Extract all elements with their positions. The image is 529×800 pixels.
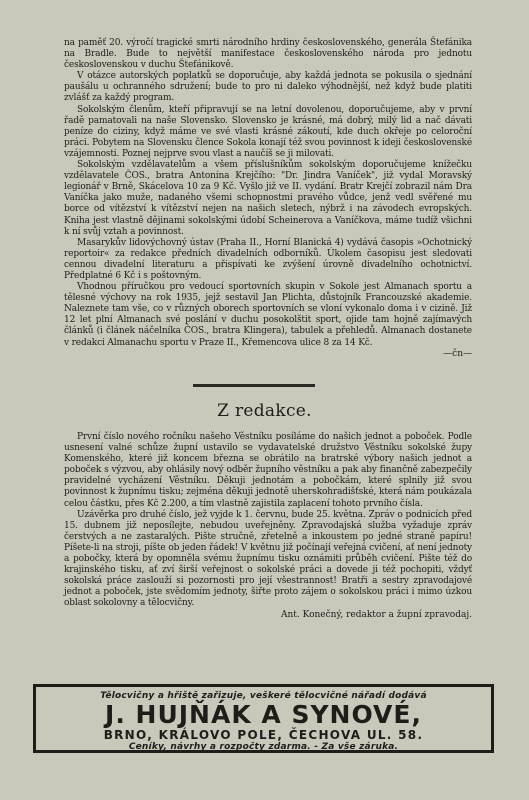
- advertisement-box: [33, 684, 494, 753]
- editor-signature: Ant. Konečný, redaktor a župní zpravodaj.: [280, 609, 472, 620]
- ad-address: BRNO, KRÁLOVO POLE, ČECHOVA UL. 58.: [103, 728, 424, 742]
- paragraph-slovakia-holiday: Sokolským členům, kteří připravují se na letní dovolenou, doporučujeme, aby v první řadě pamatovali na naše Slovensko. Slovensko je krásné, má dobrý, milý lid a nač dávati peníze do ciziny, když máme ve své vlasti krásné zákoutí, kde duch okřeje po celoroční práci. Pobytem na Slovensku člence Sokola konají též svou povinnost k ideji československé vzájemnosti. Poznej nejprve svou vlast a naučíš se ji milovati.: [64, 104, 472, 159]
- editor-signature-row: [64, 610, 472, 620]
- paragraph-deadline: Uzávěrka pro druhé číslo, jež vyjde k 1. červnu, bude 25. května. Zpráv o podnicích před 15. dubnem již neposílejte, nebudou uveřejněny. Zpravodajská služba vyžaduje zpráv čerstvých a ne zastaralých. Pište stručně, zřetelně a inkoustem po jedné straně papíru! Píšete-li na stroji, píšte ob jeden řádek! V květnu již počínají veřejná cvičení, ať není jednoty a pobočky, která by opomněla svému župnímu tisku oznámiti průběh cvičení. Pište též do krajinského tisku, ať zví širší veřejnost o sokolské práci a dovede ji též pochopiti, vždyť sokolská práce zaslouží si pozornosti pro její všestrannost! Bratři a sestry zpravodajové jednot a poboček, jste svědomím jednoty, šiřte proto zájem o sokolskou práci i mimo úzkou oblast sokolovny a tělocvičny.: [64, 509, 472, 609]
- paragraph-first-issue: První číslo nového ročníku našeho Věstníku posíláme do našich jednot a poboček. Podle usnesení valné schůze župní ustavilo se vydavatelské družstvo Věstníku sokolské župy Komenského, které již koncem března se obrátilo na bratrské výbory našich jednot a poboček s výzvou, aby ohlásily nový odběr župního věstníku a pak aby finančně zabezpečily pravidelné vycházení Věstníku. Děkuji jednotám a pobočkám, které splnily již svou povinnost k župnímu tisku; zejména děkuji jednotě uherskohradišťské, která nám poukázala celou částku, přes Kč 2.200, a tím vlastně zajistila zaplacení tohoto prvního čísla.: [64, 432, 472, 509]
- ad-company-name: J. HUJŇÁK A SYNOVÉ,: [105, 700, 422, 729]
- almanac-signature: —čn—: [443, 348, 472, 359]
- redakce-column: [64, 432, 472, 620]
- paragraph-vanicek-book: Sokolským vzdělavatelům a všem příslušníkům sokolským doporučujeme knížečku vzdělavatele ČOS., bratra Antonína Krejčího: "Dr. Jindra Vaníček", již vydal Moravský legionář v Brně, Skácelova 10 za 9 Kč. Vyšlo již ve II. vydání. Bratr Krejčí zobrazil nám Dra Vaníčka jako muže, nadaného všemi schopnostmi pravého vůdce, jenž vedl svěřené mu borce od vítězství k vítězství nejen na našich sletech, nýbrž i na závodech evropských. Kniha jest vlastně dějinami sokolskými údobí Scheinerova a Vaníčkova, máme tudíž všichni k ní svůj vztah a povinnost.: [64, 160, 472, 237]
- news-column: [64, 38, 472, 359]
- paragraph-author-fees: V otázce autorských poplatků se doporučuje, aby každá jednota se pokusila o sjednání paušálu u ochranného sdružení; bude to pro ni daleko výhodnější, než když bude platiti zvlášť za každý program.: [64, 71, 472, 104]
- paragraph-sport-almanac: Vhodnou příručkou pro vedoucí sportovních skupin v Sokole jest Almanach sportu a tělesné výchovy na rok 1935, jejž sestavil Jan Plichta, důstojník Francouzské akademie. Naleznete tam vše, co v různých oborech sportovních se vloní vykonalo doma i v cizině. Již 12 let plní Almanach své poslání v duchu posokolštit sport, ojide tam hojně zajímavých článků (i článek náčelníka ČOS., bratra Klingera), tabulek a přehledů. Almanach dostanete v redakci Almanachu sportu v Praze II., Křemencova ulice 8 za 14 Kč.: [64, 282, 472, 348]
- almanac-signature-row: [64, 349, 472, 359]
- section-heading: Z redakce.: [217, 401, 312, 421]
- ad-footer: Ceníky, návrhy a rozpočty zdarma. - Za vše záruka.: [128, 742, 399, 752]
- section-divider: [193, 384, 315, 387]
- paragraph-stefanik: na paměť 20. výročí tragické smrti národního hrdiny československého, generála Štefánika na Bradle. Bude to největší manifestace československého národa pro jednotu československou v duchu Štefánikově.: [64, 38, 472, 71]
- ad-tagline: Tělocvičny a hřiště zařizuje, veškeré tělocvičné nářadí dodává: [100, 691, 427, 701]
- paragraph-masaryk-institute: Masarykův lidovýchovný ústav (Praha II., Horní Blanická 4) vydává časopis »Ochotnický reportoir« za redakce předních divadelních odborníků. Úkolem časopisu jest sledovati cennou divadelní literaturu a přispívati ke zvýšení úrovně divadelního ochotnictví. Předplatné 6 Kč i s poštovným.: [64, 237, 472, 281]
